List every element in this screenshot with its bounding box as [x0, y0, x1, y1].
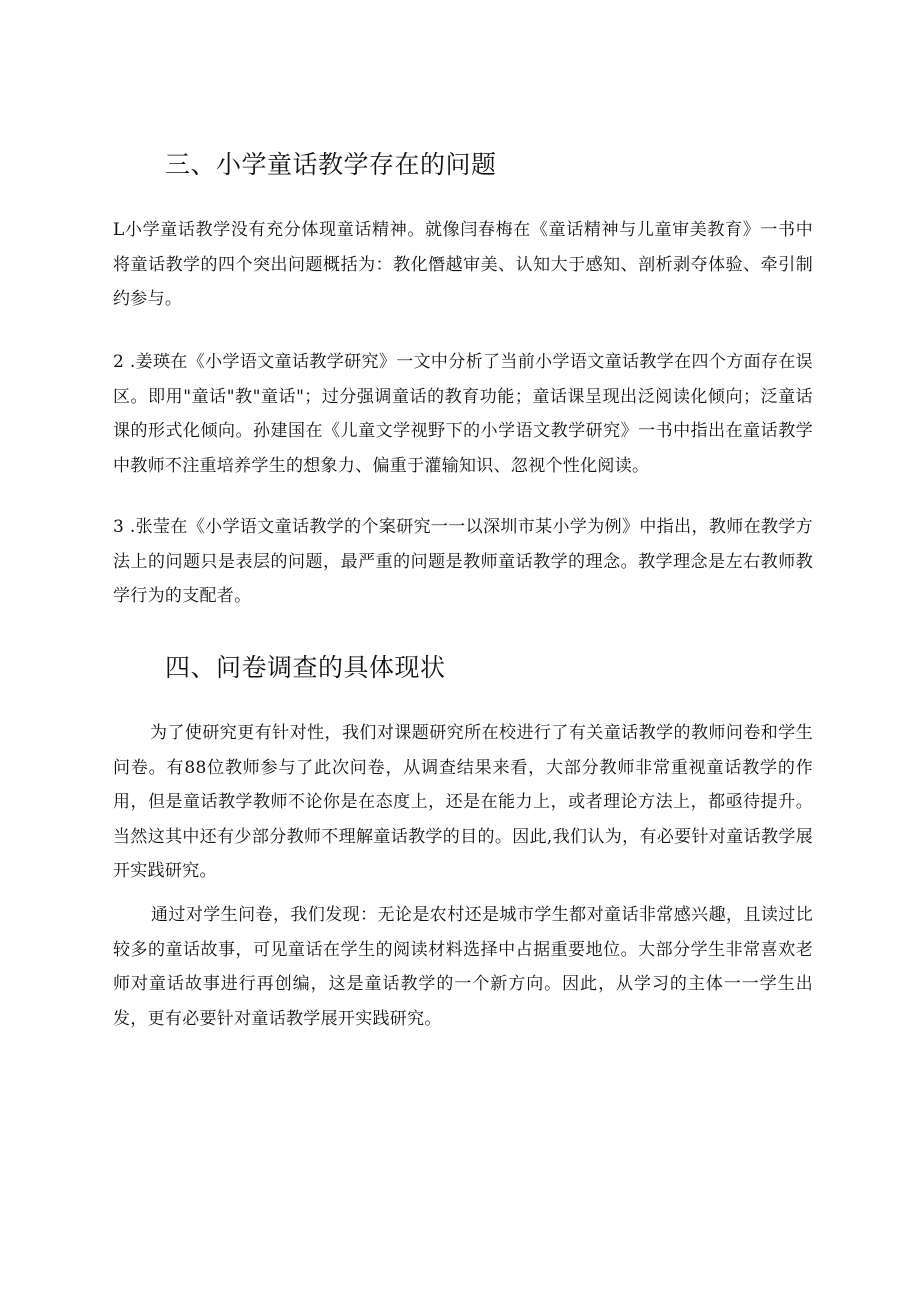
paragraph-student-survey: 通过对学生问卷，我们发现：无论是农村还是城市学生都对童话非常感兴趣，且读过比较多的童话故事，可见童话在学生的阅读材料选择中占据重要地位。大部分学生非常喜欢老师对童话故事进行再创编，这是童话教学的一个新方向。因此，从学习的主体一一学生出发，更有必要针对童话教学展开实践研究。	[113, 905, 813, 1029]
paragraph-teacher-survey: 为了使研究更有针对性，我们对课题研究所在校进行了有关童话教学的教师问卷和学生问卷。有88位教师参与了此次问卷，从调查结果来看，大部分教师非常重视童话教学的作用，但是童话教学教师不论你是在态度上，还是在能力上，或者理论方法上，都亟待提升。当然这其中还有少部分教师不理解童话教学的目的。因此,我们认为，有必要针对童话教学展开实践研究。	[113, 723, 813, 881]
section-heading-survey: 四、问卷调查的具体现状	[165, 653, 446, 682]
paragraph-problem-1: L小学童话教学没有充分体现童话精神。就像闫春梅在《童话精神与儿童审美教育》一书中将童话教学的四个突出问题概括为：教化僭越审美、认知大于感知、剖析剥夺体验、牵引制约参与。	[113, 220, 813, 309]
section-heading-problems: 三、小学童话教学存在的问题	[165, 150, 497, 179]
paragraph-problem-2: 2 .姜瑛在《小学语文童话教学研究》一文中分析了当前小学语文童话教学在四个方面存在误区。即用"童话"教"童话"；过分强调童话的教育功能；童话课呈现出泛阅读化倾向；泛童话课的形式化倾向。孙建国在《儿童文学视野下的小学语文教学研究》一书中指出在童话教学中教师不注重培养学生的想象力、偏重于灌输知识、忽视个性化阅读。	[113, 352, 813, 476]
paragraph-problem-3: 3 .张莹在《小学语文童话教学的个案研究一一以深圳市某小学为例》中指出，教师在教学方法上的问题只是表层的问题，最严重的问题是教师童话教学的理念。教学理念是左右教师教学行为的支配者。	[113, 517, 813, 606]
